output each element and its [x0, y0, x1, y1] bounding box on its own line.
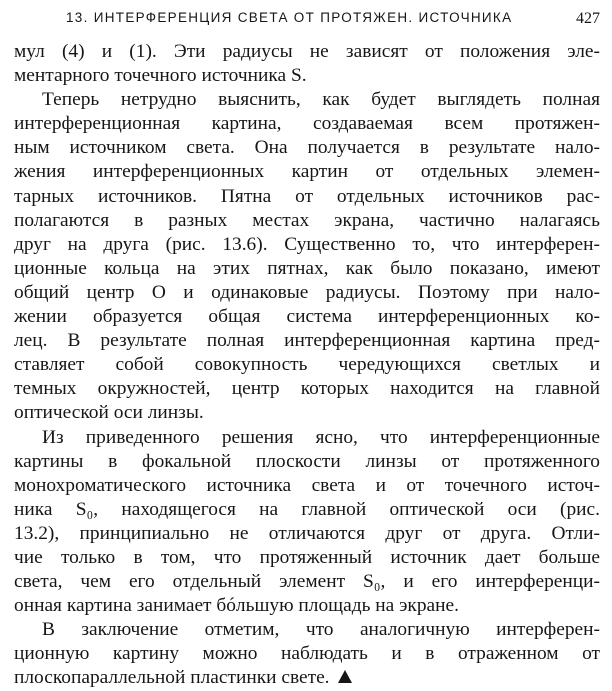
text-line: монохроматического источника света и от точечного источ-	[14, 474, 600, 496]
text-line: жении образуется общая система интерференционных ко-	[14, 306, 600, 328]
text-line: чие только в том, что протяженный источник дает больше	[14, 546, 600, 568]
running-head: 13. ИНТЕРФЕРЕНЦИЯ СВЕТА ОТ ПРОТЯЖЕН. ИСТОЧНИКА	[66, 10, 513, 25]
text-line: ционную картину можно наблюдать и в отраженном от	[14, 643, 600, 665]
text-line: ционные кольца на этих пятнах, как было показано, имеют	[14, 257, 600, 279]
text-line: мул (4) и (1). Эти радиусы не зависят от положения эле-	[14, 41, 600, 62]
text-line: В заключение отметим, что аналогичную интерферен-	[42, 619, 600, 641]
body-text	[14, 40, 600, 691]
text-line: жения интерференционных картин от отдельных элемен-	[14, 161, 600, 183]
text-line-content: плоскопараллельной пластинки свете.	[14, 667, 330, 689]
text-line: оптической оси линзы.	[14, 402, 204, 424]
text-line: картины в фокальной плоскости линзы от протяженного	[14, 450, 600, 472]
text-line: онная картина занимает бóльшую площадь на экране.	[14, 595, 459, 617]
page-header	[14, 10, 600, 36]
text-line: темных окружностей, центр которых находится на главной	[14, 378, 600, 400]
text-line: друг на друга (рис. 13.6). Существенно то, что интерферен-	[14, 233, 600, 255]
text-line: ным источником света. Она получается в результате нало-	[14, 137, 600, 159]
text-line: лец. В результате полная интерференционная картина пред-	[14, 330, 600, 352]
paragraph	[14, 40, 600, 88]
text-line: полагаются в разных местах экрана, частично налагаясь	[14, 209, 600, 231]
text-line: ника S₀, находящегося на главной оптической оси (рис.	[14, 498, 600, 520]
text-line: Из приведенного решения ясно, что интерференционные	[42, 426, 600, 448]
paragraph	[14, 88, 600, 425]
page-number: 427	[576, 10, 600, 27]
text-line: 13.2), принципиально не отличаются друг от друга. Отли-	[14, 522, 600, 544]
text-line: ставляет собой совокупность чередующихся светлых и	[14, 354, 600, 376]
paragraph	[14, 426, 600, 619]
book-page	[14, 10, 600, 691]
text-line	[14, 666, 600, 690]
text-line: света, чем его отдельный элемент S₀, и его интерференци-	[14, 571, 600, 593]
text-line: общий центр O и одинаковые радиусы. Поэтому при нало-	[14, 281, 600, 303]
text-line: интерференционная картина, создаваемая всем протяжен-	[14, 113, 600, 135]
text-line: тарных источников. Пятна от отдельных источников рас-	[14, 185, 600, 207]
text-line: ментарного точечного источника S.	[14, 65, 307, 87]
paragraph	[14, 618, 600, 690]
text-line: Теперь нетрудно выяснить, как будет выглядеть полная	[42, 89, 600, 111]
